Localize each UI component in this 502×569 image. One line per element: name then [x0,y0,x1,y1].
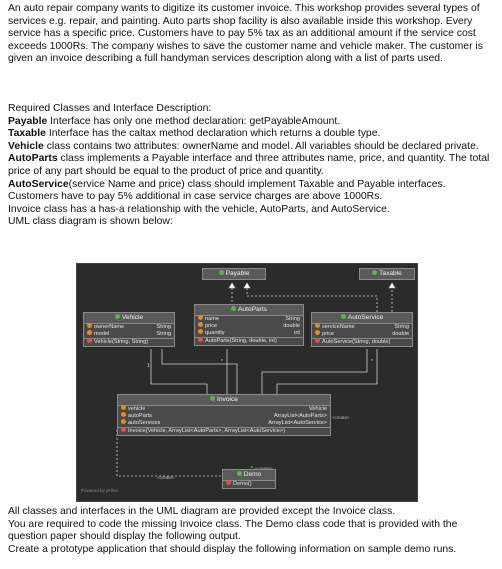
taxable-desc [8,128,496,141]
create-stereotype: «create» [332,415,350,420]
field-type: Vehicle [308,406,327,412]
uml-class-taxable [359,268,415,280]
outro-section [8,506,496,556]
demo-title: Demo [243,471,262,478]
field-icon [315,330,320,335]
constructor: AutoService(String, double) [322,339,391,345]
multiplicity-label: 1 [147,363,150,369]
outro-line-3: Create a prototype application that should display the following information on sample demo runs. [8,543,457,555]
field-type: String [156,324,171,330]
field-icon [121,419,126,424]
autoparts-desc-text: class implements a Payable interface and three attributes name, price, and quantity. The total price of any part should be equal to the product of price and quantity. [8,153,490,177]
uml-class-invoice [117,394,331,436]
field-name: serviceName [322,324,355,330]
field-icon [198,315,203,320]
autoservice-desc [8,179,496,204]
field-name: price [205,323,218,329]
field-icon [121,412,126,417]
field-name: autoServices [128,420,161,426]
field-type: ArrayList<AutoParts> [273,413,327,419]
field-icon [121,405,126,410]
constructor: Demo() [233,481,252,487]
field-icon [87,330,92,335]
field-icon [87,323,92,328]
create-stereotype: «create» [157,475,175,480]
payable-title: Payable [225,270,250,277]
outro-line-2: You are required to code the missing Invoice class. The Demo class code that is provided with the question paper should display the following output. [8,518,458,543]
autoservice-desc-text: (service Name and price) class should implement Taxable and Payable interfaces. Customers have to pay 5% additional in case service charges are above 1000Rs. [8,178,446,203]
invoice-title: Invoice [217,396,238,403]
multiplicity-label: * [221,359,223,365]
yfiles-watermark: Powered by yFiles [81,488,118,494]
multiplicity-label: * [371,359,373,365]
uml-connectors [77,264,417,501]
field-type: double [392,331,409,337]
constructor-icon [315,338,320,343]
field-name: vehicle [128,406,146,412]
vehicle-title: Vehicle [121,314,144,321]
interface-icon [219,270,224,275]
uml-class-autoparts [194,304,304,346]
uml-class-demo [222,469,276,489]
intro-paragraph [8,3,496,66]
payable-desc-text: Interface has only one method declaration: getPayableAmount. [47,115,341,127]
class-icon [237,471,242,476]
field-type: String [285,316,300,322]
requirements-section [8,103,496,229]
class-icon [210,396,215,401]
field-name: name [205,316,219,322]
autoparts-desc [8,153,496,178]
field-type: String [156,331,171,337]
requirements-heading: Required Classes and Interface Description: [8,103,212,114]
constructor: Invoice(Vehicle, ArrayList<AutoParts>, ArrayList<AutoService>) [128,428,286,434]
field-icon [198,329,203,334]
field-type: int [294,330,300,336]
invoice-line: Invoice class has a has-a relationship with the vehicle, AutoParts, and AutoService. [8,203,390,215]
intro-text: An auto repair company wants to digitize its customer invoice. This workshop provides several types of services e.g. repair, and painting. Auto parts shop facility is also available inside this workshop. Every service has a specific price. Customers have to pay 5% tax as an additional amount if the service cost exceeds 1000Rs. The company wishes to save the customer name and vehicle maker. The customer is given an invoice describing a full handyman services description along with a list of parts used. [8,3,483,65]
uml-class-autoservice [311,312,413,347]
vehicle-desc-text: class contains two attributes: ownerName and model. All variables should be declared private. [43,140,479,152]
field-name: ownerName [94,324,125,330]
field-icon [315,323,320,328]
constructor-icon [87,338,92,343]
uml-line: UML class diagram is shown below: [8,216,173,228]
field-icon [198,322,203,327]
field-name: price [322,331,335,337]
autoservice-name: AutoService [8,178,69,190]
payable-desc [8,116,496,129]
constructor: Vehicle(String, String) [94,339,149,345]
constructor-icon [198,337,203,342]
interface-icon [372,270,377,275]
field-type: ArrayList<AutoService> [268,420,327,426]
constructor-icon [121,427,126,432]
constructor: AutoParts(String, double, int) [205,338,277,344]
uml-diagram [76,263,418,502]
taxable-title: Taxable [379,270,402,277]
taxable-name: Taxable [8,128,46,140]
uml-class-vehicle [83,312,175,347]
outro-line-1: All classes and interfaces in the UML diagram are provided except the Invoice class. [8,506,396,517]
class-icon [231,306,236,311]
class-icon [341,314,346,319]
field-type: String [394,324,409,330]
field-type: double [283,323,300,329]
vehicle-desc [8,141,496,154]
autoservice-title: AutoService [347,314,384,321]
class-icon [115,314,120,319]
payable-name: Payable [8,115,48,127]
field-name: model [94,331,110,337]
constructor-icon [226,480,231,485]
field-name: autoParts [128,413,152,419]
autoparts-title: AutoParts [238,306,267,313]
uml-class-payable [202,268,266,280]
taxable-desc-text: Interface has the caltax method declaration which returns a double type. [45,128,381,140]
vehicle-name: Vehicle [8,140,44,152]
autoparts-name: AutoParts [8,153,58,165]
field-name: quantity [205,330,225,336]
